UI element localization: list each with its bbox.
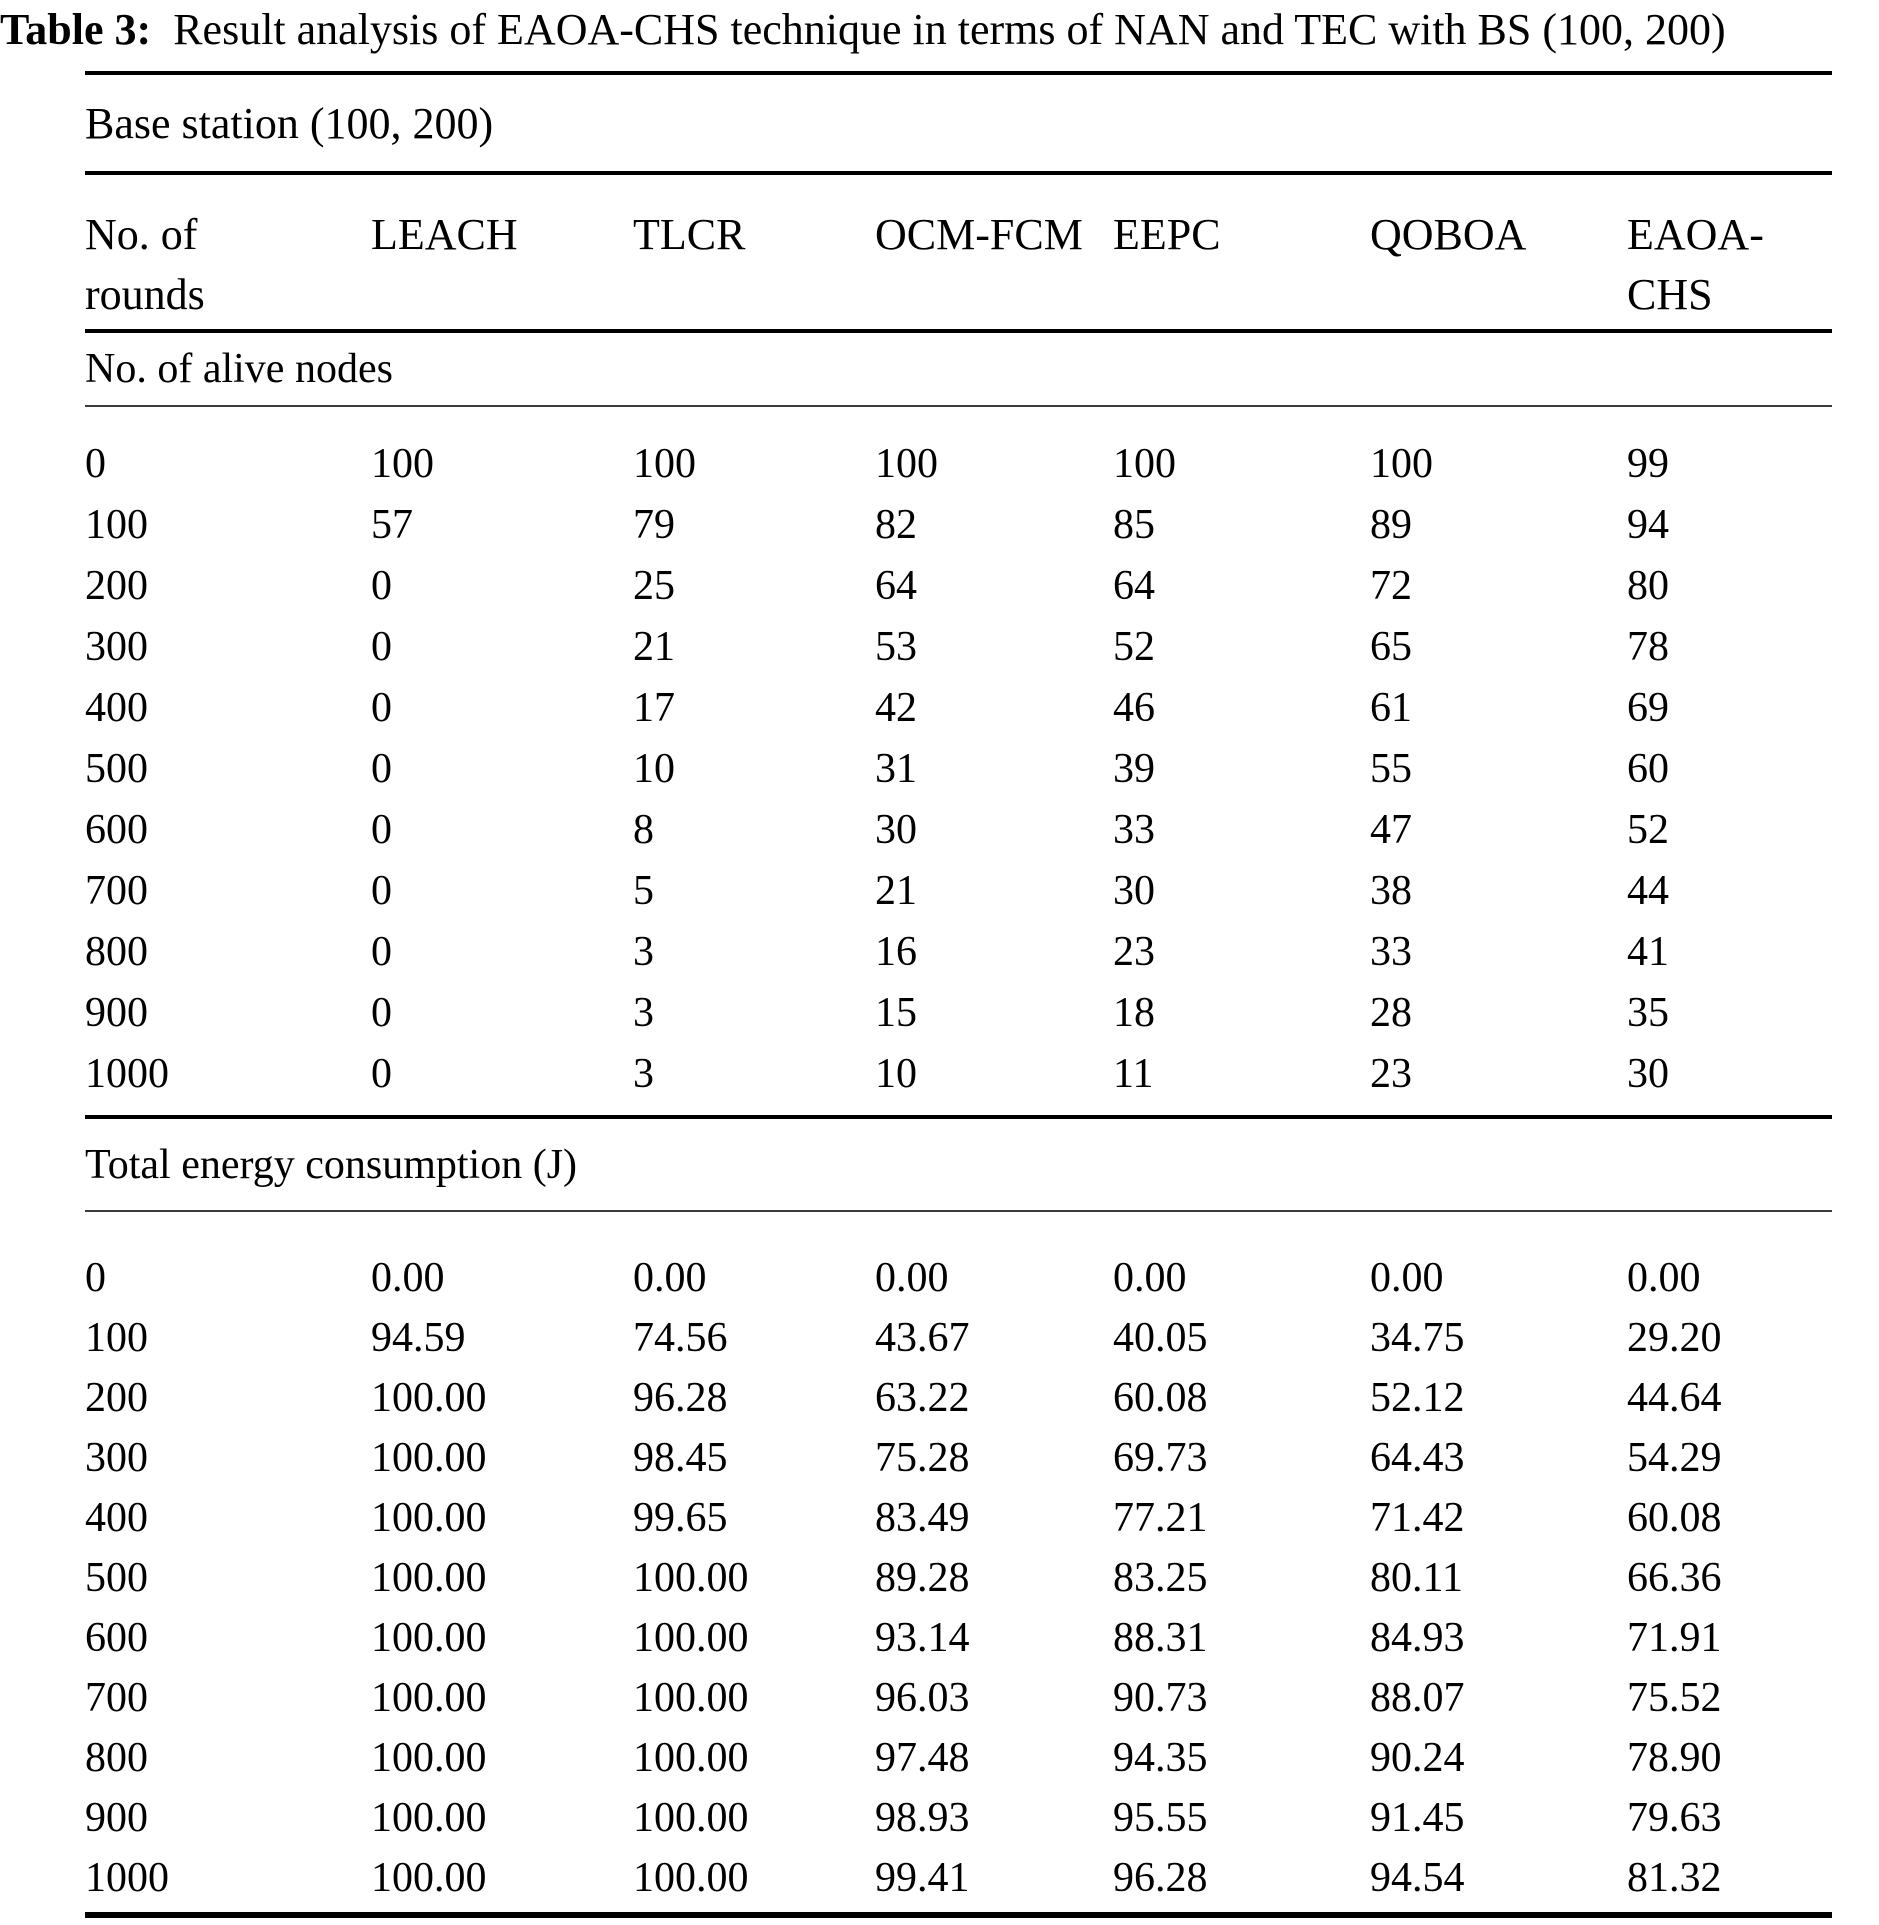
table-cell: 66.36 xyxy=(1627,1555,1722,1601)
table-cell: 10 xyxy=(875,1050,917,1097)
table-cell: 0.00 xyxy=(633,1255,707,1301)
table-cell: 100.00 xyxy=(371,1375,487,1421)
table-cell: 29.20 xyxy=(1627,1315,1722,1361)
table-cell: 0 xyxy=(371,867,392,914)
table-cell: 100.00 xyxy=(371,1435,487,1481)
table-row xyxy=(85,1308,1832,1368)
table-cell: 100.00 xyxy=(371,1555,487,1601)
header-cell-label: No. of rounds xyxy=(85,210,205,319)
table-cell: 900 xyxy=(85,989,148,1036)
table-cell: 54.29 xyxy=(1627,1435,1722,1481)
table-cell: 3 xyxy=(633,1050,654,1097)
table-cell: 57 xyxy=(371,501,413,548)
table-caption xyxy=(0,0,1879,71)
table-row xyxy=(85,677,1832,738)
table-cell: 60.08 xyxy=(1113,1375,1208,1421)
table-cell: 34.75 xyxy=(1370,1315,1465,1361)
table-cell: 84.93 xyxy=(1370,1615,1465,1661)
base-station-header: Base station (100, 200) xyxy=(85,98,494,148)
table-cell: 1000 xyxy=(85,1855,169,1901)
table-cell: 98.93 xyxy=(875,1795,970,1841)
table-cell: 90.24 xyxy=(1370,1735,1465,1781)
table-cell: 94.59 xyxy=(371,1315,466,1361)
alive-nodes-section-body xyxy=(85,407,1832,1115)
table-cell: 200 xyxy=(85,562,148,609)
table-cell: 100.00 xyxy=(633,1615,749,1661)
table-cell: 800 xyxy=(85,1735,148,1781)
table-cell: 900 xyxy=(85,1795,148,1841)
header-cell-label: EAOA-CHS xyxy=(1627,210,1764,319)
table-cell: 28 xyxy=(1370,989,1412,1036)
table-cell: 0 xyxy=(371,1050,392,1097)
table-cell: 80.11 xyxy=(1370,1555,1463,1601)
table-cell: 44 xyxy=(1627,867,1669,914)
table-cell: 100.00 xyxy=(371,1495,487,1541)
table-cell: 43.67 xyxy=(875,1315,970,1361)
table-cell: 72 xyxy=(1370,562,1412,609)
table-cell: 100.00 xyxy=(371,1735,487,1781)
table-cell: 30 xyxy=(875,806,917,853)
table-cell: 52 xyxy=(1627,806,1669,853)
table-cell: 78.90 xyxy=(1627,1735,1722,1781)
table-cell: 60 xyxy=(1627,745,1669,792)
table-cell: 46 xyxy=(1113,684,1155,731)
table-cell: 3 xyxy=(633,928,654,975)
table-cell: 74.56 xyxy=(633,1315,728,1361)
table-row xyxy=(85,1368,1832,1428)
header-cell xyxy=(371,205,633,265)
table-cell: 99 xyxy=(1627,440,1669,487)
table-cell: 33 xyxy=(1113,806,1155,853)
table-cell: 65 xyxy=(1370,623,1412,670)
table-row xyxy=(85,1728,1832,1788)
table-cell: 11 xyxy=(1113,1050,1154,1097)
table-cell: 0 xyxy=(85,1255,106,1301)
table-cell: 91.45 xyxy=(1370,1795,1465,1841)
header-cell-label: OCM-FCM xyxy=(875,210,1083,259)
table-cell: 96.28 xyxy=(1113,1855,1208,1901)
table-row xyxy=(85,1668,1832,1728)
table-cell: 600 xyxy=(85,1615,148,1661)
table-cell: 63.22 xyxy=(875,1375,970,1421)
table-row xyxy=(85,1488,1832,1548)
table-header-row xyxy=(85,175,1832,329)
table-cell: 500 xyxy=(85,745,148,792)
header-cell xyxy=(633,205,875,265)
table-cell: 30 xyxy=(1113,867,1155,914)
table-cell: 100.00 xyxy=(633,1795,749,1841)
table-cell: 75.52 xyxy=(1627,1675,1722,1721)
rule-bottom xyxy=(85,1912,1832,1918)
results-table xyxy=(85,71,1832,1918)
table-row xyxy=(85,1043,1832,1104)
section-header-alive-nodes: No. of alive nodes xyxy=(85,346,393,392)
energy-section-body xyxy=(85,1212,1832,1912)
table-cell: 33 xyxy=(1370,928,1412,975)
table-cell: 300 xyxy=(85,623,148,670)
table-cell: 400 xyxy=(85,684,148,731)
table-cell: 17 xyxy=(633,684,675,731)
table-cell: 64.43 xyxy=(1370,1435,1465,1481)
table-row xyxy=(85,921,1832,982)
table-cell: 71.42 xyxy=(1370,1495,1465,1541)
table-cell: 100.00 xyxy=(633,1855,749,1901)
header-cell xyxy=(1627,205,1832,325)
table-cell: 100.00 xyxy=(633,1675,749,1721)
table-cell: 82 xyxy=(875,501,917,548)
table-cell: 75.28 xyxy=(875,1435,970,1481)
table-cell: 100.00 xyxy=(371,1795,487,1841)
table-cell: 93.14 xyxy=(875,1615,970,1661)
table-cell: 3 xyxy=(633,989,654,1036)
table-cell: 52 xyxy=(1113,623,1155,670)
table-cell: 0.00 xyxy=(1113,1255,1187,1301)
table-cell: 0 xyxy=(85,440,106,487)
header-cell xyxy=(875,205,1113,265)
table-cell: 0 xyxy=(371,745,392,792)
table-cell: 1000 xyxy=(85,1050,169,1097)
table-cell: 18 xyxy=(1113,989,1155,1036)
table-cell: 85 xyxy=(1113,501,1155,548)
table-cell: 21 xyxy=(875,867,917,914)
table-cell: 61 xyxy=(1370,684,1412,731)
header-cell-label: LEACH xyxy=(371,210,518,259)
table-cell: 78 xyxy=(1627,623,1669,670)
header-cell xyxy=(1370,205,1627,265)
table-row xyxy=(85,494,1832,555)
table-cell: 100 xyxy=(371,440,434,487)
table-cell: 69 xyxy=(1627,684,1669,731)
table-row xyxy=(85,1608,1832,1668)
table-cell: 100 xyxy=(875,440,938,487)
table-cell: 44.64 xyxy=(1627,1375,1722,1421)
table-cell: 10 xyxy=(633,745,675,792)
header-cell-label: EEPC xyxy=(1113,210,1221,259)
table-cell: 40.05 xyxy=(1113,1315,1208,1361)
table-cell: 96.28 xyxy=(633,1375,728,1421)
table-cell: 89 xyxy=(1370,501,1412,548)
section-header-energy: Total energy consumption (J) xyxy=(85,1141,578,1188)
table-cell: 79.63 xyxy=(1627,1795,1722,1841)
table-cell: 100.00 xyxy=(633,1555,749,1601)
table-cell: 400 xyxy=(85,1495,148,1541)
table-cell: 79 xyxy=(633,501,675,548)
table-cell: 89.28 xyxy=(875,1555,970,1601)
table-cell: 0 xyxy=(371,989,392,1036)
table-row xyxy=(85,1788,1832,1848)
table-cell: 16 xyxy=(875,928,917,975)
table-cell: 25 xyxy=(633,562,675,609)
header-cell-label: TLCR xyxy=(633,210,746,259)
table-row xyxy=(85,1248,1832,1308)
table-cell: 15 xyxy=(875,989,917,1036)
table-cell: 81.32 xyxy=(1627,1855,1722,1901)
table-cell: 39 xyxy=(1113,745,1155,792)
table-cell: 53 xyxy=(875,623,917,670)
table-cell: 100.00 xyxy=(371,1675,487,1721)
table-cell: 100.00 xyxy=(633,1735,749,1781)
table-cell: 98.45 xyxy=(633,1435,728,1481)
table-cell: 35 xyxy=(1627,989,1669,1036)
table-row xyxy=(85,555,1832,616)
table-cell: 0 xyxy=(371,684,392,731)
table-cell: 0.00 xyxy=(371,1255,445,1301)
table-cell: 99.41 xyxy=(875,1855,970,1901)
table-cell: 0.00 xyxy=(875,1255,949,1301)
table-row xyxy=(85,982,1832,1043)
table-cell: 0 xyxy=(371,562,392,609)
table-cell: 21 xyxy=(633,623,675,670)
table-cell: 100 xyxy=(85,501,148,548)
table-cell: 30 xyxy=(1627,1050,1669,1097)
table-cell: 31 xyxy=(875,745,917,792)
table-cell: 0 xyxy=(371,928,392,975)
table-cell: 0 xyxy=(371,806,392,853)
table-row xyxy=(85,1848,1832,1908)
table-cell: 64 xyxy=(1113,562,1155,609)
header-cell-label: QOBOA xyxy=(1370,210,1527,259)
table-cell: 94.54 xyxy=(1370,1855,1465,1901)
table-cell: 100 xyxy=(85,1315,148,1361)
table-row xyxy=(85,799,1832,860)
table-row xyxy=(85,616,1832,677)
table-cell: 64 xyxy=(875,562,917,609)
table-cell: 77.21 xyxy=(1113,1495,1208,1541)
table-cell: 41 xyxy=(1627,928,1669,975)
table-cell: 800 xyxy=(85,928,148,975)
table-cell: 94.35 xyxy=(1113,1735,1208,1781)
table-cell: 5 xyxy=(633,867,654,914)
table-cell: 300 xyxy=(85,1435,148,1481)
table-cell: 0.00 xyxy=(1370,1255,1444,1301)
header-cell xyxy=(1113,205,1370,265)
table-cell: 83.49 xyxy=(875,1495,970,1541)
table-cell: 52.12 xyxy=(1370,1375,1465,1421)
table-cell: 88.07 xyxy=(1370,1675,1465,1721)
table-cell: 83.25 xyxy=(1113,1555,1208,1601)
table-cell: 60.08 xyxy=(1627,1495,1722,1541)
table-cell: 23 xyxy=(1370,1050,1412,1097)
table-cell: 90.73 xyxy=(1113,1675,1208,1721)
table-cell: 38 xyxy=(1370,867,1412,914)
table-cell: 200 xyxy=(85,1375,148,1421)
table-row xyxy=(85,1428,1832,1488)
table-cell: 94 xyxy=(1627,501,1669,548)
table-cell: 96.03 xyxy=(875,1675,970,1721)
table-caption-label: Table 3: xyxy=(0,5,152,54)
table-row xyxy=(85,1548,1832,1608)
table-cell: 700 xyxy=(85,867,148,914)
table-cell: 8 xyxy=(633,806,654,853)
table-cell: 0 xyxy=(371,623,392,670)
table-cell: 500 xyxy=(85,1555,148,1601)
table-row xyxy=(85,433,1832,494)
table-cell: 42 xyxy=(875,684,917,731)
table-cell: 55 xyxy=(1370,745,1412,792)
table-cell: 71.91 xyxy=(1627,1615,1722,1661)
table-cell: 100.00 xyxy=(371,1855,487,1901)
table-cell: 100 xyxy=(1370,440,1433,487)
table-cell: 100 xyxy=(633,440,696,487)
table-cell: 88.31 xyxy=(1113,1615,1208,1661)
table-cell: 100.00 xyxy=(371,1615,487,1661)
header-cell xyxy=(85,205,371,325)
table-cell: 80 xyxy=(1627,562,1669,609)
table-cell: 47 xyxy=(1370,806,1412,853)
table-cell: 69.73 xyxy=(1113,1435,1208,1481)
table-cell: 95.55 xyxy=(1113,1795,1208,1841)
table-cell: 100 xyxy=(1113,440,1176,487)
table-row xyxy=(85,860,1832,921)
table-cell: 700 xyxy=(85,1675,148,1721)
table-cell: 23 xyxy=(1113,928,1155,975)
table-cell: 0.00 xyxy=(1627,1255,1701,1301)
table-cell: 97.48 xyxy=(875,1735,970,1781)
table-row xyxy=(85,738,1832,799)
table-cell: 600 xyxy=(85,806,148,853)
table-cell: 99.65 xyxy=(633,1495,728,1541)
table-caption-text: Result analysis of EAOA-CHS technique in terms of NAN and TEC with BS (100, 200) xyxy=(173,5,1726,54)
